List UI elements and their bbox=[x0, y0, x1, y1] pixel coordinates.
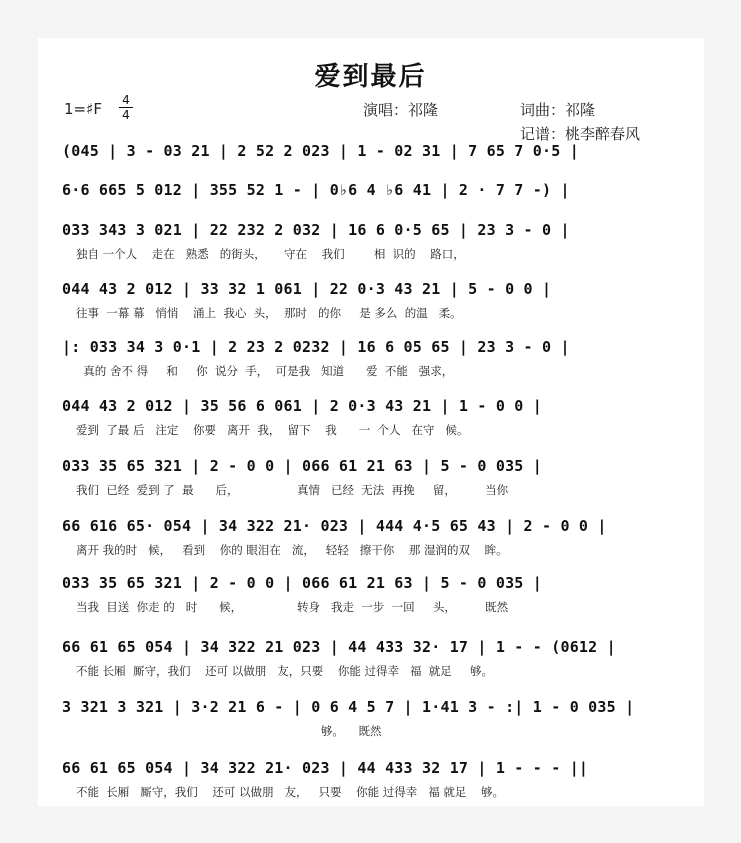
score-system-12 bbox=[62, 758, 672, 806]
transcriber-credit: 记谱：桃李醉春风 bbox=[520, 125, 641, 143]
time-signature-bottom: 4 bbox=[122, 108, 130, 122]
score-system-4 bbox=[62, 279, 672, 327]
composer-credit: 词曲：祁隆 bbox=[520, 101, 596, 119]
lyric-line: 真的 舍不 得 和 你 说分 手， 可是我 知道 爱 不能 强求， bbox=[76, 364, 454, 378]
notation-line: 033 343 3 021 | 22 232 2 032 | 16 6 0·5 65 | 23 3 - 0 | bbox=[62, 221, 570, 239]
lyric-line: 离开 我的时 候， 看到 你的 眼泪在 流， 轻轻 擦干你 那 湿润的双 眸。 bbox=[76, 543, 508, 557]
notation-line: 044 43 2 012 | 35 56 6 061 | 2 0·3 43 21 | 1 - 0 0 | bbox=[62, 397, 542, 415]
notation-line: 6·6 665 5 012 | 355 52 1 - | 0♭6 4 ♭6 41 | 2 · 7 7 -) | bbox=[62, 181, 570, 199]
score-system-8 bbox=[62, 516, 672, 564]
lyric-line: 爱到 了最 后 注定 你要 离开 我， 留下 我 一 个人 在守 候。 bbox=[76, 423, 469, 437]
score-system-11 bbox=[62, 697, 672, 745]
notation-line: 033 35 65 321 | 2 - 0 0 | 066 61 21 63 | 5 - 0 035 | bbox=[62, 457, 542, 475]
time-signature-top: 4 bbox=[122, 93, 130, 107]
notation-line: 66 616 65· 054 | 34 322 21· 023 | 444 4·5 65 43 | 2 - 0 0 | bbox=[62, 517, 607, 535]
lyric-line: 我们 已经 爱到 了 最 后， 真情 已经 无法 再挽 留， 当你 bbox=[76, 483, 509, 497]
lyric-line: 独自 一个人 走在 熟悉 的街头， 守在 我们 相 识的 路口， bbox=[76, 247, 465, 261]
lyric-line: 往事 一幕 幕 悄悄 涌上 我心 头， 那时 的你 是 多么 的温 柔。 bbox=[76, 306, 462, 320]
score-system-3 bbox=[62, 220, 672, 268]
lyric-line: 不能 长厢 厮守，我们 还可 以做朋 友， 只要 你能 过得幸 福 就足 够。 bbox=[76, 785, 505, 799]
score-system-5 bbox=[62, 337, 672, 385]
score-system-7 bbox=[62, 456, 672, 504]
lyric-line: 够。 既然 bbox=[76, 724, 382, 738]
song-title: 爱到最后 bbox=[314, 62, 427, 92]
score-system-10 bbox=[62, 637, 672, 685]
notation-line: 66 61 65 054 | 34 322 21· 023 | 44 433 32 17 | 1 - - - || bbox=[62, 759, 589, 777]
score-system-6 bbox=[62, 396, 672, 444]
lyric-line: 当我 目送 你走 的 时 候， 转身 我走 一步 一回 头， 既然 bbox=[76, 600, 509, 614]
notation-line: (045 | 3 - 03 21 | 2 52 2 023 | 1 - 02 31 | 7 65 7 0·5 | bbox=[62, 142, 579, 160]
key-signature: 1=♯F bbox=[64, 100, 102, 118]
lyric-line: 不能 长厢 厮守，我们 还可 以做朋 友，只要 你能 过得幸 福 就足 够。 bbox=[76, 664, 494, 678]
notation-line: 66 61 65 054 | 34 322 21 023 | 44 433 32· 17 | 1 - - (0612 | bbox=[62, 638, 616, 656]
notation-line: 044 43 2 012 | 33 32 1 061 | 22 0·3 43 21 | 5 - 0 0 | bbox=[62, 280, 552, 298]
score-system-9 bbox=[62, 573, 672, 621]
singer-credit: 演唱：祁隆 bbox=[363, 101, 439, 119]
time-signature bbox=[119, 94, 133, 121]
notation-line: 033 35 65 321 | 2 - 0 0 | 066 61 21 63 | 5 - 0 035 | bbox=[62, 574, 542, 592]
notation-line: 3 321 3 321 | 3·2 21 6 - | 0 6 4 5 7 | 1·41 3 - :| 1 - 0 035 | bbox=[62, 698, 635, 716]
notation-line: |: 033 34 3 0·1 | 2 23 2 0232 | 16 6 05 65 | 23 3 - 0 | bbox=[62, 338, 570, 356]
